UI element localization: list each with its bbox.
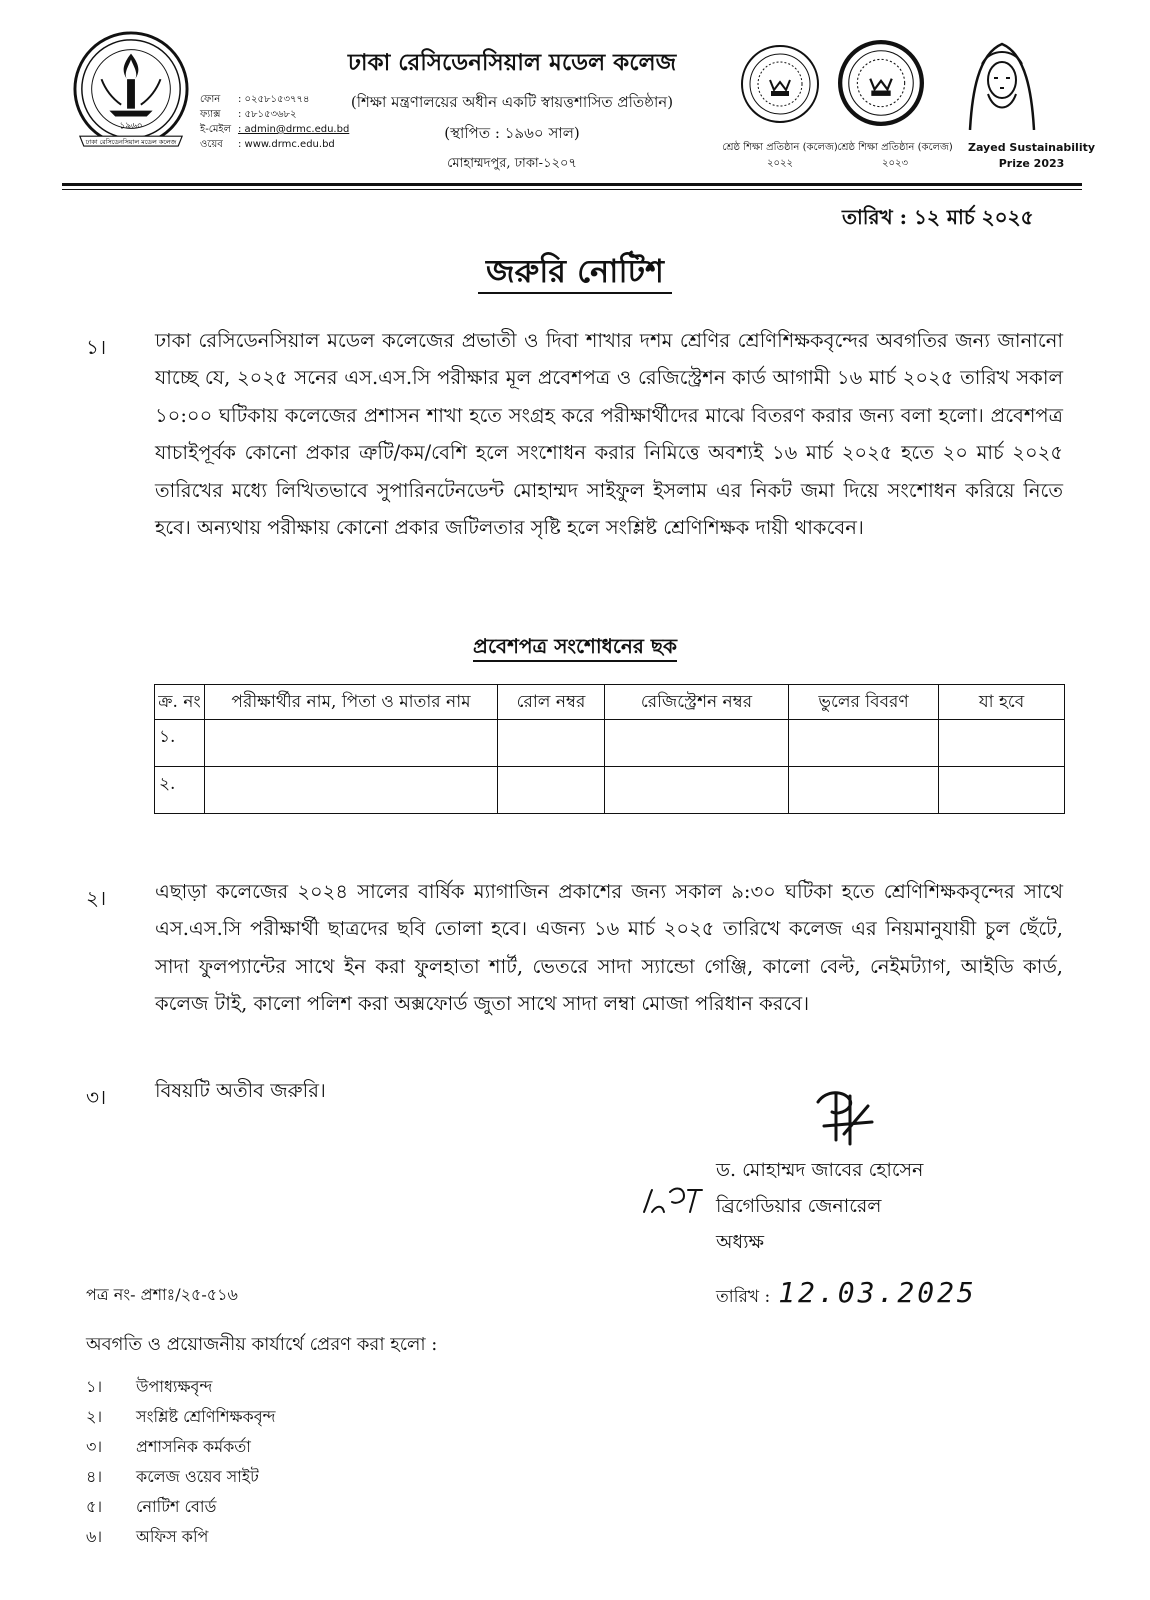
prize-line1: Zayed Sustainability bbox=[968, 141, 1096, 154]
list-item-label: কলেজ ওয়েব সাইট bbox=[136, 1467, 259, 1486]
header-divider bbox=[62, 183, 1082, 186]
award-caption-text: শ্রেষ্ঠ শিক্ষা প্রতিষ্ঠান (কলেজ) bbox=[722, 142, 838, 153]
signature-date-value: 12.03.2025 bbox=[778, 1276, 977, 1309]
list-item-label: অফিস কপি bbox=[136, 1527, 209, 1546]
list-item-label: প্রশাসনিক কর্মকর্তা bbox=[136, 1437, 251, 1456]
cell-roll bbox=[498, 767, 605, 814]
college-subtitle: (শিক্ষা মন্ত্রণালয়ের অধীন একটি স্বায়ত্তশাসিত প্রতিষ্ঠান) bbox=[350, 93, 674, 111]
forwarding-line: অবগতি ও প্রয়োজনীয় কার্যার্থে প্রেরণ করা হলো : bbox=[86, 1334, 438, 1355]
table-title-text: প্রবেশপত্র সংশোধনের ছক bbox=[473, 634, 677, 662]
cell-error bbox=[789, 767, 939, 814]
cell-roll bbox=[498, 720, 605, 767]
list-item bbox=[86, 1492, 275, 1522]
award-caption-year: ২০২৩ bbox=[881, 158, 908, 169]
college-header bbox=[318, 44, 706, 175]
notice-title bbox=[0, 246, 1150, 300]
college-name: ঢাকা রেসিডেনসিয়াল মডেল কলেজ bbox=[347, 49, 677, 76]
contact-label: ই-মেইল bbox=[200, 124, 232, 135]
paragraph-number: ৩। bbox=[86, 1085, 107, 1109]
cell-correction bbox=[939, 720, 1065, 767]
contact-label: ফোন bbox=[200, 94, 221, 105]
portrait-icon bbox=[960, 34, 1044, 130]
table-title bbox=[0, 632, 1150, 665]
header-serial: ক্র. নং bbox=[155, 685, 205, 720]
paragraph-number: ১। bbox=[86, 335, 107, 359]
list-item bbox=[86, 1522, 275, 1552]
cell-correction bbox=[939, 767, 1065, 814]
award-caption-text: শ্রেষ্ঠ শিক্ষা প্রতিষ্ঠান (কলেজ) bbox=[837, 142, 953, 153]
table-row bbox=[155, 767, 1065, 814]
cell-name bbox=[205, 767, 498, 814]
paragraph-1: ঢাকা রেসিডেনসিয়াল মডেল কলেজের প্রভাতী ও দিবা শাখার দশম শ্রেণির শ্রেণিশিক্ষকবৃন্দের অবগতির জন্য জানানো যাচ্ছে যে, ২০২৫ সনের এস.এস.সি পরীক্ষার মূল প্রবেশপত্র ও রেজিস্ট্রেশন কার্ড আগামী ১৬ মার্চ ২০২৫ তারিখ সকাল ১০:০০ ঘটিকায় কলেজের প্রশাসন শাখা হতে সংগ্রহ করে পরীক্ষার্থীদের মাঝে বিতরণ করার জন্য বলা হলো। প্রবেশপত্র যাচাইপূর্বক কোনো প্রকার ত্রুটি/কম/বেশি হলে সংশোধন করার নিমিত্তে অবশ্যই ১৬ মার্চ ২০২৫ হতে ২০ মার্চ ২০২৫ তারিখের মধ্যে লিখিতভাবে সুপারিনটেনডেন্ট মোহাম্মদ সাইফুল ইসলাম এর নিকট জমা দিয়ে সংশোধন করিয়ে নিতে হবে। অন্যথায় পরীক্ষায় কোনো প্রকার জটিলতার সৃষ্টি হলে সংশ্লিষ্ট শ্রেণিশিক্ষক দায়ী থাকবেন। bbox=[155, 329, 1063, 540]
list-item-number: ৫। bbox=[86, 1497, 103, 1516]
contact-value: : ০২৫৮১৫৩৭৭৪ bbox=[238, 94, 310, 105]
logo-year: ১৯৬০ bbox=[119, 121, 143, 132]
correction-table bbox=[154, 684, 1065, 814]
website-link[interactable]: : www.drmc.edu.bd bbox=[238, 139, 335, 150]
cell-name bbox=[205, 720, 498, 767]
signatory-rank: ব্রিগেডিয়ার জেনারেল bbox=[716, 1195, 882, 1217]
list-item-label: উপাধ্যক্ষবৃন্দ bbox=[136, 1377, 213, 1396]
cell-registration bbox=[605, 767, 789, 814]
header-correction: যা হবে bbox=[939, 685, 1065, 720]
signature-date-label: তারিখ : bbox=[716, 1287, 771, 1307]
logo-motto: ঢাকা রেসিডেনসিয়াল মডেল কলেজ bbox=[85, 138, 177, 147]
award-seal-icon bbox=[838, 40, 924, 126]
paragraph-3: বিষয়টি অতীব জরুরি। bbox=[155, 1079, 326, 1102]
contact-label: ওয়েব bbox=[200, 139, 223, 150]
paragraph-number: ২। bbox=[86, 886, 107, 910]
notice-title-text: জরুরি নোটিশ bbox=[478, 252, 672, 294]
distribution-list bbox=[86, 1372, 275, 1552]
award-seal-icon bbox=[740, 44, 820, 124]
prize-line2: Prize 2023 bbox=[998, 157, 1065, 170]
list-item-label: নোটিশ বোর্ড bbox=[136, 1497, 217, 1516]
list-item-number: ৪। bbox=[86, 1467, 103, 1486]
header-name: পরীক্ষার্থীর নাম, পিতা ও মাতার নাম bbox=[205, 685, 498, 720]
college-address: মোহাম্মদপুর, ঢাকা-১২০৭ bbox=[447, 156, 577, 171]
list-item-number: ২। bbox=[86, 1407, 103, 1426]
cell-serial: ১. bbox=[155, 720, 205, 767]
header-roll: রোল নম্বর bbox=[498, 685, 605, 720]
signatory-designation: অধ্যক্ষ bbox=[716, 1231, 765, 1253]
list-item-number: ৩। bbox=[86, 1437, 103, 1456]
established-line: (স্থাপিত : ১৯৬০ সাল) bbox=[444, 124, 580, 142]
award-caption-2023 bbox=[825, 140, 965, 172]
header-divider-thin bbox=[62, 189, 1082, 190]
list-item bbox=[86, 1402, 275, 1432]
list-item-number: ৬। bbox=[86, 1527, 103, 1546]
list-item bbox=[86, 1432, 275, 1462]
email-link[interactable]: : admin@drmc.edu.bd bbox=[238, 124, 350, 135]
table-header-row bbox=[155, 685, 1065, 720]
signature-icon bbox=[810, 1082, 880, 1152]
contact-value: : ৫৮১৫৩৬৮২ bbox=[238, 109, 297, 120]
list-item-number: ১। bbox=[86, 1377, 103, 1396]
signature-date bbox=[716, 1276, 977, 1312]
list-item bbox=[86, 1462, 275, 1492]
reference-number: পত্র নং- প্রশাঃ/২৫-৫১৬ bbox=[86, 1285, 238, 1304]
award-caption-year: ২০২২ bbox=[766, 158, 793, 169]
contact-label: ফ্যাক্স bbox=[200, 109, 221, 120]
zayed-prize-caption bbox=[968, 140, 1095, 172]
initial-mark-icon bbox=[640, 1182, 706, 1224]
college-logo-icon bbox=[72, 30, 190, 148]
list-item-label: সংশ্লিষ্ট শ্রেণিশিক্ষকবৃন্দ bbox=[136, 1407, 276, 1426]
signatory-name: ড. মোহাম্মদ জাবের হোসেন bbox=[716, 1159, 924, 1181]
header-error: ভুলের বিবরণ bbox=[789, 685, 939, 720]
cell-serial: ২. bbox=[155, 767, 205, 814]
paragraph-2: এছাড়া কলেজের ২০২৪ সালের বার্ষিক ম্যাগাজিন প্রকাশের জন্য সকাল ৯:৩০ ঘটিকা হতে শ্রেণিশিক্ষকবৃন্দের সাথে এস.এস.সি পরীক্ষার্থী ছাত্রদের ছবি তোলা হবে। এজন্য ১৬ মার্চ ২০২৫ তারিখে কলেজ এর নিয়মানুযায়ী চুল ছেঁটে, সাদা ফুলপ্যান্টের সাথে ইন করা ফুলহাতা শার্ট, ভেতরে সাদা স্যান্ডো গেঞ্জি, কালো বেল্ট, নেইমট্যাগ, আইডি কার্ড, কলেজ টাই, কালো পলিশ করা অক্সফোর্ড জুতা সাথে সাদা লম্বা মোজা পরিধান করবে। bbox=[155, 880, 1063, 1016]
list-item bbox=[86, 1372, 275, 1402]
table-row bbox=[155, 720, 1065, 767]
signatory-block bbox=[716, 1152, 923, 1260]
cell-registration bbox=[605, 720, 789, 767]
cell-error bbox=[789, 720, 939, 767]
header-registration: রেজিস্ট্রেশন নম্বর bbox=[605, 685, 789, 720]
notice-date: তারিখ : ১২ মার্চ ২০২৫ bbox=[842, 205, 1034, 229]
